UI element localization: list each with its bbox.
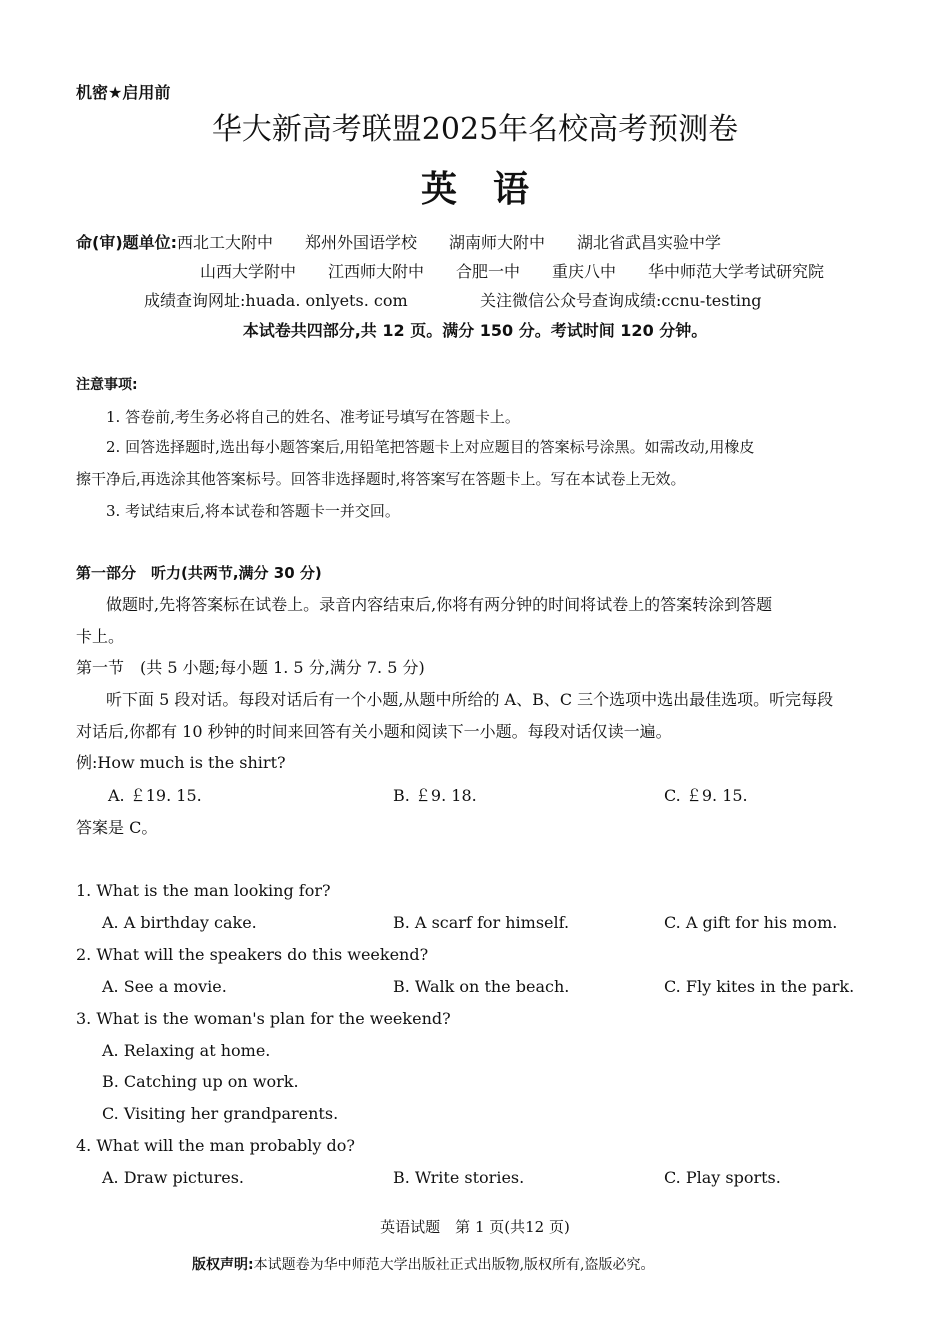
notes-item-2-line-1: 2. 回答选择题时,选出每小题答案后,用铅笔把答题卡上对应题目的答案标号涂黑。如需改动,用橡皮: [106, 438, 755, 456]
part1-intro-line-1: 做题时,先将答案标在试卷上。录音内容结束后,你将有两分钟的时间将试卷上的答案转涂到答题: [106, 595, 773, 614]
section1-heading: 第一节 (共 5 小题;每小题 1. 5 分,满分 7. 5 分): [76, 658, 425, 677]
query-website: 成绩查询网址:huada. onlyets. com: [144, 291, 408, 310]
question-1-option-c: C. A gift for his mom.: [664, 913, 838, 932]
confidential-label: 机密★启用前: [76, 83, 171, 102]
notes-title: 注意事项:: [76, 377, 138, 393]
page-footer: 英语试题 第 1 页(共12 页): [380, 1218, 570, 1236]
example-option-a: A. ￡19. 15.: [108, 786, 202, 805]
question-1: 1. What is the man looking for?: [76, 881, 331, 900]
question-3: 3. What is the woman's plan for the weekend?: [76, 1009, 451, 1028]
section1-line-1: 听下面 5 段对话。每段对话后有一个小题,从题中所给的 A、B、C 三个选项中选出最佳选项。听完每段: [106, 690, 834, 709]
example-question: 例:How much is the shirt?: [76, 753, 286, 772]
question-2-option-b: B. Walk on the beach.: [393, 977, 570, 996]
question-4-option-a: A. Draw pictures.: [102, 1168, 244, 1187]
example-option-c: C. ￡9. 15.: [664, 786, 748, 805]
exam-info: 本试卷共四部分,共 12 页。满分 150 分。考试时间 120 分钟。: [242, 321, 708, 340]
units-row-1: [76, 232, 721, 254]
units-label: 命(审)题单位:: [76, 233, 178, 252]
copyright-notice: [192, 1254, 655, 1274]
units-line-1: 西北工大附中 郑州外国语学校 湖南师大附中 湖北省武昌实验中学: [177, 233, 722, 252]
question-2-option-a: A. See a movie.: [102, 977, 227, 996]
question-4-option-c: C. Play sports.: [664, 1168, 781, 1187]
notes-item-2-line-2: 擦干净后,再选涂其他答案标号。回答非选择题时,将答案写在答题卡上。写在本试卷上无效。: [76, 470, 686, 488]
question-3-option-a: A. Relaxing at home.: [102, 1041, 271, 1060]
part1-intro-line-2: 卡上。: [76, 627, 125, 646]
question-4-option-b: B. Write stories.: [393, 1168, 525, 1187]
example-option-b: B. ￡9. 18.: [393, 786, 477, 805]
notes-item-1: 1. 答卷前,考生务必将自己的姓名、准考证号填写在答题卡上。: [106, 408, 520, 426]
subject-title: 英 语: [420, 168, 529, 210]
part1-heading: 第一部分 听力(共两节,满分 30 分): [76, 564, 322, 582]
section1-line-2: 对话后,你都有 10 秒钟的时间来回答有关小题和阅读下一小题。每段对话仅读一遍。: [76, 722, 672, 741]
question-2: 2. What will the speakers do this weekend?: [76, 945, 429, 964]
units-line-2: 山西大学附中 江西师大附中 合肥一中 重庆八中 华中师范大学考试研究院: [200, 262, 825, 281]
question-3-option-c: C. Visiting her grandparents.: [102, 1104, 339, 1123]
copyright-label: 版权声明:: [192, 1257, 254, 1273]
question-1-option-b: B. A scarf for himself.: [393, 913, 570, 932]
question-4: 4. What will the man probably do?: [76, 1136, 355, 1155]
question-2-option-c: C. Fly kites in the park.: [664, 977, 855, 996]
question-3-option-b: B. Catching up on work.: [102, 1072, 299, 1091]
question-1-option-a: A. A birthday cake.: [102, 913, 257, 932]
notes-item-3: 3. 考试结束后,将本试卷和答题卡一并交回。: [106, 502, 400, 520]
wechat-query: 关注微信公众号查询成绩:ccnu-testing: [480, 291, 762, 310]
copyright-text: 本试题卷为华中师范大学出版社正式出版物,版权所有,盗版必究。: [253, 1257, 655, 1273]
exam-title: 华大新高考联盟2025年名校高考预测卷: [211, 112, 739, 147]
example-answer: 答案是 C。: [76, 818, 158, 837]
